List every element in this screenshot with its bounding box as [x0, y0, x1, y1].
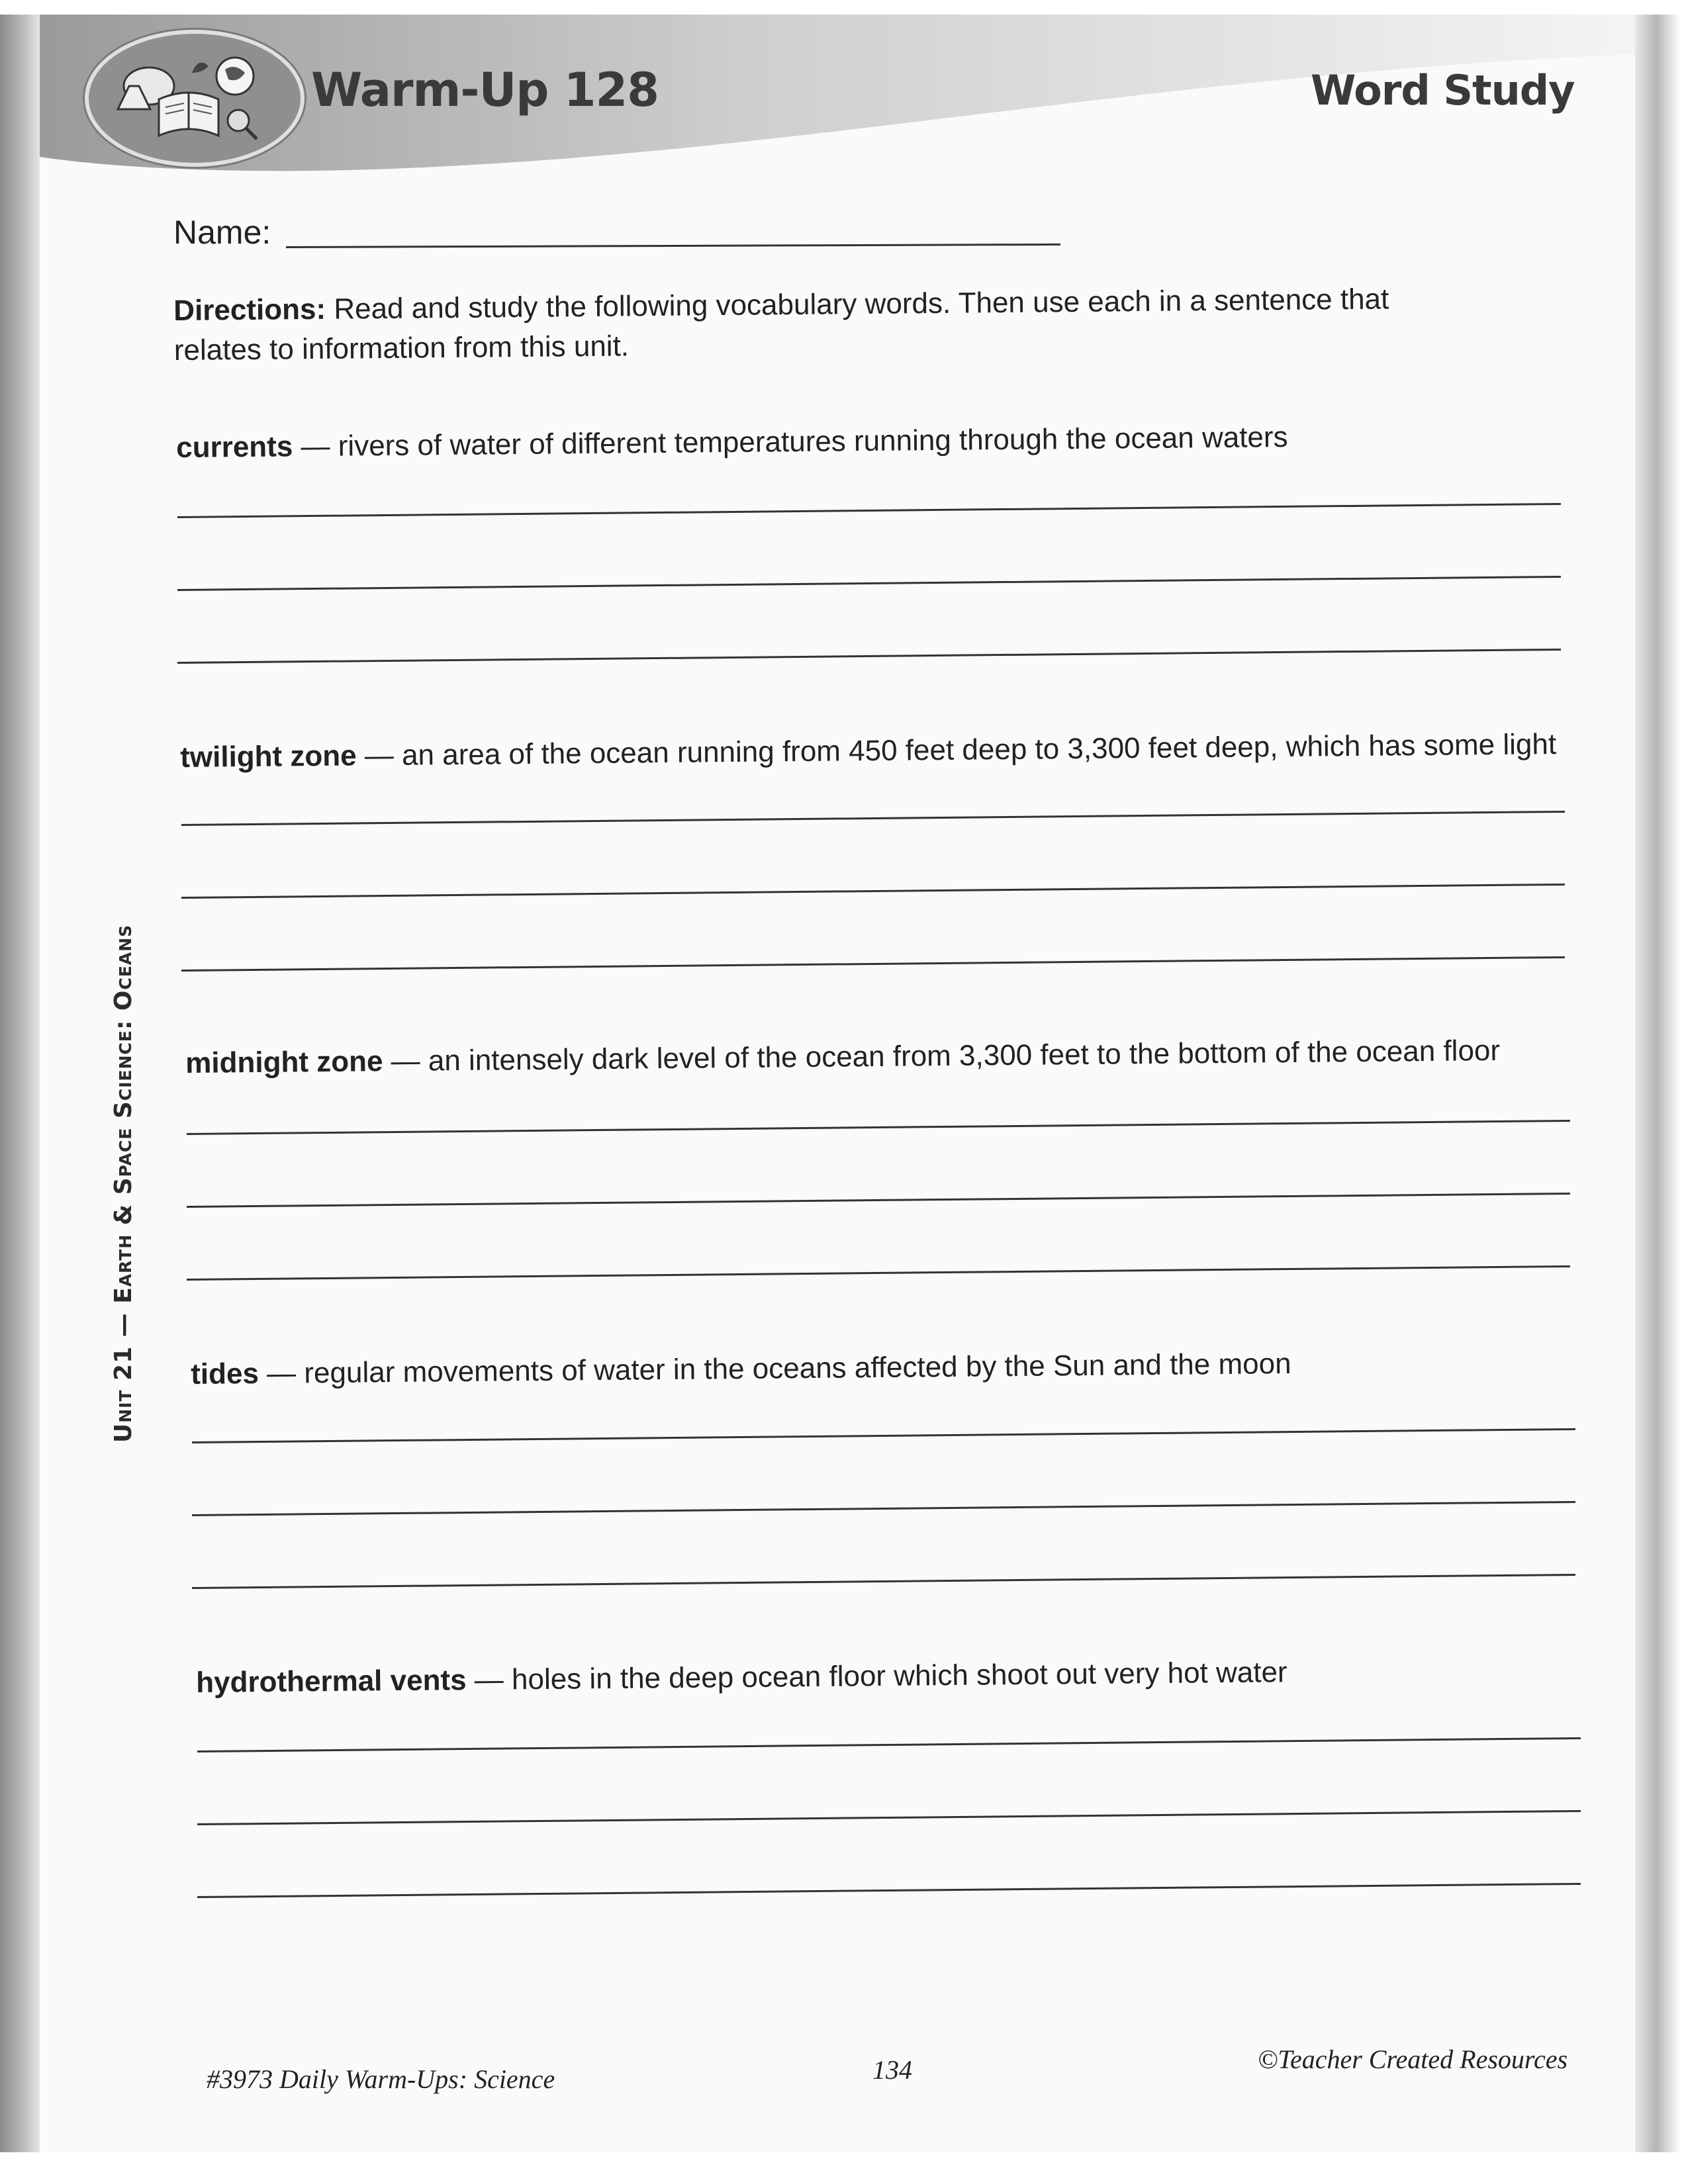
- vocab-definition: — an intensely dark level of the ocean from 3,300 feet to the bottom of the ocean floor: [383, 1034, 1501, 1078]
- vocab-item: [180, 728, 1556, 774]
- scan-border-bottom: [0, 2152, 1688, 2184]
- footer-book-title: #3973 Daily Warm-Ups: Science: [207, 2064, 555, 2094]
- vocab-term: tides: [191, 1357, 259, 1390]
- writing-line[interactable]: [192, 1428, 1575, 1443]
- section-category: Word Study: [1311, 66, 1575, 114]
- footer-page-number: 134: [872, 2055, 912, 2085]
- writing-line[interactable]: [177, 576, 1561, 591]
- vocab-definition: — holes in the deep ocean floor which shoot out very hot water: [466, 1656, 1288, 1697]
- writing-line[interactable]: [181, 811, 1565, 826]
- scan-shadow-right: [1635, 15, 1688, 2184]
- writing-line[interactable]: [197, 1737, 1581, 1752]
- writing-line[interactable]: [192, 1501, 1575, 1516]
- vocab-term: twilight zone: [180, 739, 357, 774]
- directions-text: Read and study the following vocabulary words. Then use each in a sentence that relates to information from this unit.: [173, 283, 1389, 367]
- writing-line[interactable]: [187, 1120, 1570, 1135]
- directions-label: Directions:: [173, 293, 326, 327]
- vocab-item: [196, 1656, 1288, 1700]
- page-title: Warm-Up 128: [311, 63, 659, 117]
- writing-line[interactable]: [177, 503, 1561, 518]
- writing-line[interactable]: [177, 649, 1561, 664]
- writing-line[interactable]: [181, 884, 1565, 899]
- vocab-definition: — regular movements of water in the oceans affected by the Sun and the moon: [258, 1347, 1291, 1390]
- vocab-term: currents: [176, 430, 293, 464]
- writing-line[interactable]: [192, 1574, 1575, 1589]
- vocab-term: midnight zone: [185, 1045, 383, 1079]
- vocab-definition: — rivers of water of different temperatures running through the ocean waters: [293, 420, 1288, 463]
- vocab-item: [185, 1034, 1500, 1080]
- unit-side-label: Unit 21 — Earth & Space Science: Oceans: [110, 924, 137, 1443]
- footer-copyright: ©Teacher Created Resources: [1258, 2044, 1568, 2074]
- directions: [173, 279, 1485, 371]
- writing-line[interactable]: [197, 1883, 1581, 1898]
- vocab-item: [191, 1347, 1291, 1391]
- scan-shadow-left: [0, 15, 40, 2152]
- name-label: Name:: [173, 214, 271, 251]
- science-logo-icon: [99, 46, 278, 146]
- scan-border-top: [0, 0, 1688, 15]
- vocab-definition: — an area of the ocean running from 450 feet deep to 3,300 feet deep, which has some light: [356, 728, 1557, 772]
- writing-line[interactable]: [181, 956, 1565, 972]
- writing-line[interactable]: [197, 1810, 1581, 1825]
- vocab-item: [176, 421, 1288, 465]
- vocab-term: hydrothermal vents: [196, 1664, 467, 1699]
- writing-line[interactable]: [187, 1265, 1570, 1281]
- name-field[interactable]: [286, 244, 1060, 248]
- writing-line[interactable]: [187, 1193, 1570, 1208]
